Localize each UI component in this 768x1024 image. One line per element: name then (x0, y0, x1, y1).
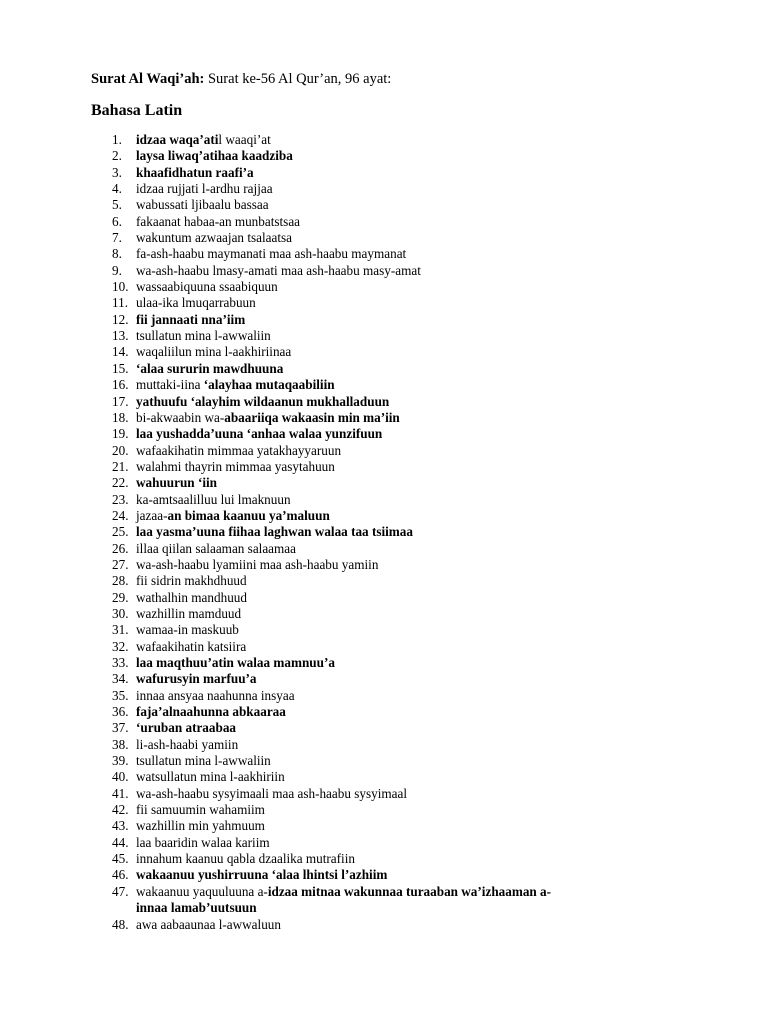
verse-text-plain: idzaa rujjati l-ardhu rajjaa (136, 181, 273, 197)
verse-number: 15. (112, 360, 129, 376)
verse-text-plain: tsullatun mina l-awwaliin (136, 328, 271, 344)
verse-number: 39. (112, 753, 129, 769)
verse-text (136, 639, 246, 655)
verse-text-plain: innahum kaanuu qabla dzaalika mutrafiin (136, 851, 355, 867)
verse-item (0, 753, 768, 769)
verse-item (0, 606, 768, 622)
verse-item (0, 917, 768, 933)
verse-item (0, 655, 768, 671)
verse-item (0, 361, 768, 377)
verse-text-bold: khaafidhatun raafi’a (136, 164, 254, 180)
verse-text-bold: laysa liwaq’atihaa kaadziba (136, 148, 293, 164)
verse-text-bold: idzaa mitnaa wakunnaa turaaban wa’izhaaman a- (267, 883, 552, 899)
verse-text (136, 720, 236, 736)
verse-text (136, 279, 278, 295)
verse-item (0, 328, 768, 344)
verse-item (0, 377, 768, 393)
verse-text (136, 590, 247, 606)
verse-item (0, 622, 768, 638)
verse-text (136, 394, 389, 410)
verse-list (0, 132, 768, 933)
verse-number: 38. (112, 736, 129, 752)
verse-text-bold: fii jannaati nna’iim (136, 311, 246, 327)
verse-text (136, 214, 300, 230)
verse-item (0, 197, 768, 213)
verse-number: 13. (112, 328, 129, 344)
verse-text-bold: yathuufu ‘alayhim wildaanun mukhalladuun (136, 393, 390, 409)
verse-number: 3. (112, 164, 122, 180)
verse-text-bold: idzaa waqa’ati (136, 132, 219, 147)
verse-text (136, 917, 281, 933)
verse-text (136, 312, 245, 328)
verse-item (0, 181, 768, 197)
verse-text-plain: wakuntum azwaajan tsalaatsa (136, 230, 292, 246)
verse-text (136, 295, 256, 311)
verse-item (0, 671, 768, 687)
verse-number: 1. (112, 132, 122, 147)
verse-text-plain: tsullatun mina l-awwaliin (136, 753, 271, 769)
verse-number: 8. (112, 246, 122, 262)
verse-item (0, 214, 768, 230)
verse-text-plain: wafaakihatin mimmaa yatakhayyaruun (136, 442, 342, 458)
verse-number: 16. (112, 377, 129, 393)
verse-text (136, 443, 341, 459)
verse-text-plain: fa-ash-haabu maymanati maa ash-haabu maymanat (136, 246, 407, 262)
verse-number: 32. (112, 638, 129, 654)
verse-number: 10. (112, 279, 129, 295)
verse-number: 47. (112, 883, 129, 899)
verse-text (136, 671, 257, 687)
verse-text (136, 459, 335, 475)
verse-item (0, 851, 768, 867)
verse-number: 28. (112, 573, 129, 589)
verse-text-plain: walahmi thayrin mimmaa yasytahuun (136, 458, 335, 474)
verse-item (0, 295, 768, 311)
verse-item (0, 508, 768, 524)
verse-number: 21. (112, 458, 129, 474)
verse-text (136, 688, 295, 704)
verse-item (0, 132, 768, 148)
surah-heading (91, 71, 391, 88)
verse-item (0, 802, 768, 818)
verse-number: 12. (112, 311, 129, 327)
verse-number: 34. (112, 671, 129, 687)
verse-text-bold: faja’alnaahunna abkaaraa (136, 704, 286, 720)
verse-text-bold: laa maqthuu’atin walaa mamnuu’a (136, 655, 335, 670)
verse-number: 33. (112, 655, 129, 670)
verse-text-plain: ulaa-ika lmuqarrabuun (136, 295, 256, 311)
verse-number: 45. (112, 851, 129, 867)
verse-text-bold: ‘uruban atraabaa (136, 720, 237, 736)
verse-text (136, 802, 265, 818)
verse-number: 35. (112, 687, 129, 703)
verse-number: 4. (112, 181, 122, 197)
verse-text-plain: awa aabaaunaa l-awwaluun (136, 916, 281, 932)
verse-text-plain: wafaakihatin katsiira (136, 638, 247, 654)
verse-item (0, 639, 768, 655)
verse-text-plain: wassaabiquuna ssaabiquun (136, 279, 278, 295)
verse-text (136, 410, 400, 426)
verse-item (0, 769, 768, 785)
verse-number: 24. (112, 507, 129, 523)
verse-item (0, 426, 768, 442)
verse-item (0, 279, 768, 295)
verse-item (0, 590, 768, 606)
verse-number: 48. (112, 916, 129, 932)
verse-text-bold: ‘alaa sururin mawdhuuna (136, 360, 284, 376)
verse-text-plain: illaa qiilan salaaman salaamaa (136, 540, 297, 556)
verse-text-plain-tail: l waaqi’at (218, 132, 271, 147)
verse-text (136, 851, 355, 867)
verse-text (136, 753, 271, 769)
verse-number: 17. (112, 393, 129, 409)
verse-text (136, 786, 407, 802)
verse-text-bold: wahuurun ‘iin (136, 475, 217, 491)
verse-number: 2. (112, 148, 122, 164)
verse-text (136, 263, 421, 279)
verse-text-bold: ‘alayhaa mutaqaabiliin (203, 377, 335, 393)
verse-text-plain: wa-ash-haabu lyamiini maa ash-haabu yamiin (136, 556, 379, 572)
verse-item (0, 492, 768, 508)
verse-number: 42. (112, 802, 129, 818)
verse-text-plain: waqaliilun mina l-aakhiriinaa (136, 344, 292, 360)
verse-text-bold: abaariiqa wakaasin min ma’iin (224, 409, 400, 425)
verse-item (0, 786, 768, 802)
verse-text-plain: wa-ash-haabu lmasy-amati maa ash-haabu masy-amat (136, 262, 421, 278)
verse-text (136, 361, 283, 377)
verse-text (136, 246, 406, 262)
verse-text (136, 884, 551, 900)
verse-text (136, 622, 239, 638)
verse-number: 40. (112, 769, 129, 785)
verse-item (0, 394, 768, 410)
verse-text (136, 181, 273, 197)
verse-number: 37. (112, 720, 129, 736)
verse-item (0, 867, 768, 883)
verse-number: 18. (112, 409, 129, 425)
verse-item (0, 541, 768, 557)
verse-number: 41. (112, 785, 129, 801)
verse-text (136, 524, 413, 540)
verse-item (0, 344, 768, 360)
verse-text (136, 148, 293, 164)
verse-text-plain: innaa ansyaa naahunna insyaa (136, 687, 295, 703)
verse-text-plain: wathalhin mandhuud (136, 589, 247, 605)
verse-text-plain: wazhillin min yahmuum (136, 818, 265, 834)
verse-text (136, 377, 335, 393)
verse-number: 25. (112, 524, 129, 540)
verse-text-plain: laa baaridin walaa kariim (136, 834, 270, 850)
verse-text-plain: fii sidrin makhdhuud (136, 573, 247, 589)
surah-heading-description: Surat ke-56 Al Qur’an, 96 ayat: (204, 71, 392, 87)
verse-number: 30. (112, 605, 129, 621)
verse-item (0, 459, 768, 475)
verse-item (0, 835, 768, 851)
verse-number: 27. (112, 556, 129, 572)
verse-text-plain: jazaa- (136, 507, 168, 523)
verse-number: 20. (112, 442, 129, 458)
verse-number: 46. (112, 867, 129, 883)
verse-item (0, 524, 768, 540)
verse-text-plain: wa-ash-haabu sysyimaali maa ash-haabu sysyimaal (136, 785, 407, 801)
verse-text (136, 165, 254, 181)
verse-number: 44. (112, 834, 129, 850)
verse-item (0, 573, 768, 589)
verse-text-bold: laa yushadda’uuna ‘anhaa walaa yunzifuun (136, 426, 383, 442)
verse-text (136, 426, 382, 442)
verse-item (0, 884, 768, 917)
verse-number: 36. (112, 704, 129, 720)
surah-heading-title: Surat Al Waqi’ah: (91, 71, 205, 87)
verse-text (136, 132, 271, 148)
verse-item (0, 148, 768, 164)
verse-text-plain: ka-amtsaalilluu lui lmaknuun (136, 491, 291, 507)
verse-item (0, 410, 768, 426)
verse-item (0, 720, 768, 736)
verse-text (136, 769, 285, 785)
verse-item (0, 165, 768, 181)
verse-text-plain: fakaanat habaa-an munbatstsaa (136, 213, 301, 229)
verse-text-bold: laa yasma’uuna fiihaa laghwan walaa taa tsiimaa (136, 524, 413, 540)
verse-text-plain: wabussati ljibaalu bassaa (136, 197, 269, 213)
verse-text-bold: an bimaa kaanuu ya’maluun (167, 507, 330, 523)
verse-text-plain: wazhillin mamduud (136, 605, 242, 621)
verse-number: 5. (112, 197, 122, 213)
verse-text-plain: bi-akwaabin wa- (136, 409, 225, 425)
verse-text (136, 508, 330, 524)
verse-text (136, 835, 270, 851)
verse-item (0, 230, 768, 246)
verse-text (136, 573, 247, 589)
verse-item (0, 688, 768, 704)
verse-text-plain: wakaanuu yaquuluuna a- (136, 883, 268, 899)
section-title: Bahasa Latin (91, 102, 183, 119)
verse-text (136, 492, 291, 508)
verse-text-plain: muttaki-iina (136, 377, 204, 393)
verse-item (0, 818, 768, 834)
verse-item (0, 443, 768, 459)
verse-number: 43. (112, 818, 129, 834)
verse-text (136, 704, 286, 720)
verse-text (136, 606, 241, 622)
verse-item (0, 737, 768, 753)
verse-number: 22. (112, 475, 129, 491)
verse-text (136, 344, 291, 360)
verse-text-bold: wafurusyin marfuu’a (136, 671, 257, 687)
verse-number: 26. (112, 540, 129, 556)
verse-number: 14. (112, 344, 129, 360)
verse-number: 23. (112, 491, 129, 507)
verse-item (0, 246, 768, 262)
verse-number: 19. (112, 426, 129, 442)
verse-number: 7. (112, 230, 122, 246)
verse-text-plain: watsullatun mina l-aakhiriin (136, 769, 285, 785)
verse-item (0, 704, 768, 720)
verse-text (136, 197, 269, 213)
verse-text-bold: wakaanuu yushirruuna ‘alaa lhintsi l’azhiim (136, 867, 388, 883)
verse-text (136, 328, 271, 344)
verse-item (0, 475, 768, 491)
verse-text-plain: wamaa-in maskuub (136, 622, 239, 638)
verse-number: 31. (112, 622, 129, 638)
verse-text-plain: li-ash-haabi yamiin (136, 736, 239, 752)
verse-text (136, 557, 378, 573)
verse-number: 6. (112, 213, 122, 229)
verse-text-continuation: innaa lamab’uutsuun (136, 900, 257, 916)
verse-item (0, 263, 768, 279)
verse-text (136, 818, 265, 834)
verse-text (136, 475, 217, 491)
verse-text (136, 655, 335, 671)
verse-text (136, 541, 296, 557)
verse-text-plain: fii samuumin wahamiim (136, 802, 265, 818)
verse-number: 9. (112, 262, 122, 278)
verse-item (0, 557, 768, 573)
verse-text (136, 867, 387, 883)
verse-text (136, 230, 292, 246)
verse-number: 29. (112, 589, 129, 605)
verse-number: 11. (112, 295, 128, 311)
verse-text (136, 737, 238, 753)
verse-item (0, 312, 768, 328)
